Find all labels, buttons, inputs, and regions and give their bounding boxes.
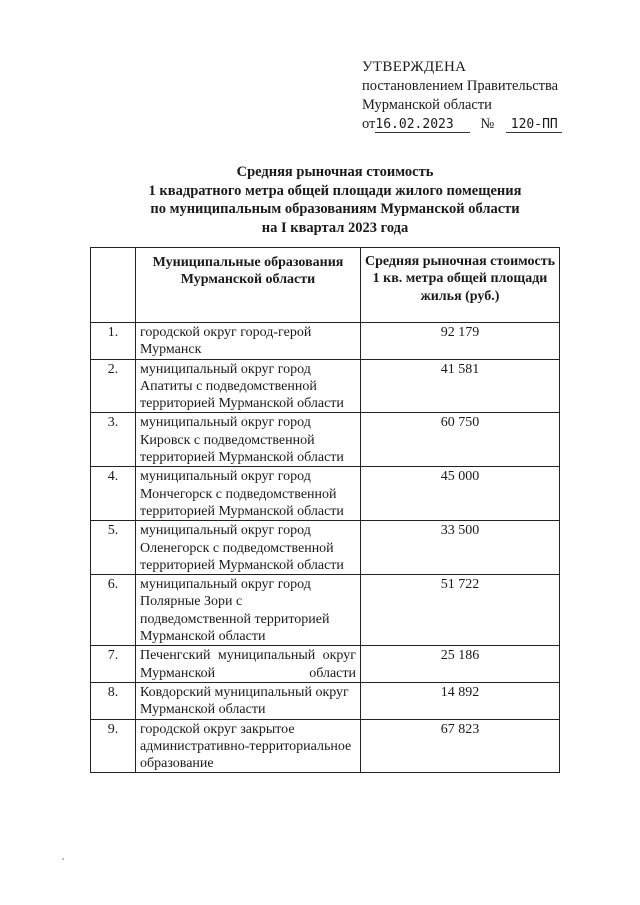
row-number: 5.	[91, 521, 136, 575]
row-price: 41 581	[361, 359, 560, 413]
row-number: 9.	[91, 719, 136, 773]
heading-line-2: 1 квадратного метра общей площади жилого помещения	[148, 182, 522, 199]
row-price: 60 750	[361, 413, 560, 467]
row-municipality: Печенгский муниципальный округ Мурманской области	[136, 646, 361, 683]
approval-number: 120-ПП	[506, 117, 562, 133]
table-row	[91, 521, 560, 575]
table-row	[91, 413, 560, 467]
row-price: 25 186	[361, 646, 560, 683]
price-table	[90, 247, 560, 773]
row-number: 2.	[91, 359, 136, 413]
scan-speck	[62, 858, 64, 860]
row-municipality: муниципальный округ город Кировск с подведомственной территорией Мурманской области	[136, 413, 361, 467]
row-price: 67 823	[361, 719, 560, 773]
header-municipality: Муниципальные образования Мурманской области	[136, 248, 361, 323]
table-row	[91, 467, 560, 521]
table-row	[91, 646, 560, 683]
row-number: 7.	[91, 646, 136, 683]
row-price: 45 000	[361, 467, 560, 521]
table-header-row	[91, 248, 560, 323]
heading-line-1: Средняя рыночная стоимость	[236, 164, 434, 180]
row-price: 51 722	[361, 575, 560, 646]
approval-date: 16.02.2023	[375, 117, 470, 133]
date-prefix: от	[362, 116, 376, 132]
row-price: 33 500	[361, 521, 560, 575]
heading-line-4: на I квартал 2023 года	[261, 219, 409, 236]
approval-date-line	[362, 115, 622, 134]
row-price: 92 179	[361, 323, 560, 360]
table-row	[91, 323, 560, 360]
approval-block	[362, 58, 622, 134]
approval-line-1: постановлением Правительства	[362, 78, 559, 94]
number-sign: №	[480, 116, 495, 132]
approval-line-2: Мурманской области	[362, 97, 492, 113]
row-municipality: муниципальный округ город Мончегорск с подведомственной территорией Мурманской области	[136, 467, 361, 521]
row-municipality: муниципальный округ город Апатиты с подведомственной территорией Мурманской области	[136, 359, 361, 413]
row-number: 8.	[91, 682, 136, 719]
row-municipality: муниципальный округ город Оленегорск с подведомственной территорией Мурманской области	[136, 521, 361, 575]
document-heading	[100, 163, 570, 237]
table-row	[91, 682, 560, 719]
row-municipality: городской округ закрытое административно-территориальное образование	[136, 719, 361, 773]
header-number	[91, 248, 136, 323]
table-row	[91, 359, 560, 413]
header-price: Средняя рыночная стоимость 1 кв. метра общей площади жилья (руб.)	[361, 248, 560, 323]
row-price: 14 892	[361, 682, 560, 719]
heading-line-3: по муниципальным образованиям Мурманской области	[150, 201, 520, 217]
row-municipality: городской округ город-герой Мурманск	[136, 323, 361, 360]
row-municipality: Ковдорский муниципальный округ Мурманской области	[136, 682, 361, 719]
table-row	[91, 719, 560, 773]
row-number: 4.	[91, 467, 136, 521]
row-municipality: муниципальный округ город Полярные Зори с подведомственной территорией Мурманской области	[136, 575, 361, 646]
table-row	[91, 575, 560, 646]
row-number: 6.	[91, 575, 136, 646]
row-number: 3.	[91, 413, 136, 467]
approval-title: УТВЕРЖДЕНА	[362, 59, 467, 75]
row-number: 1.	[91, 323, 136, 360]
